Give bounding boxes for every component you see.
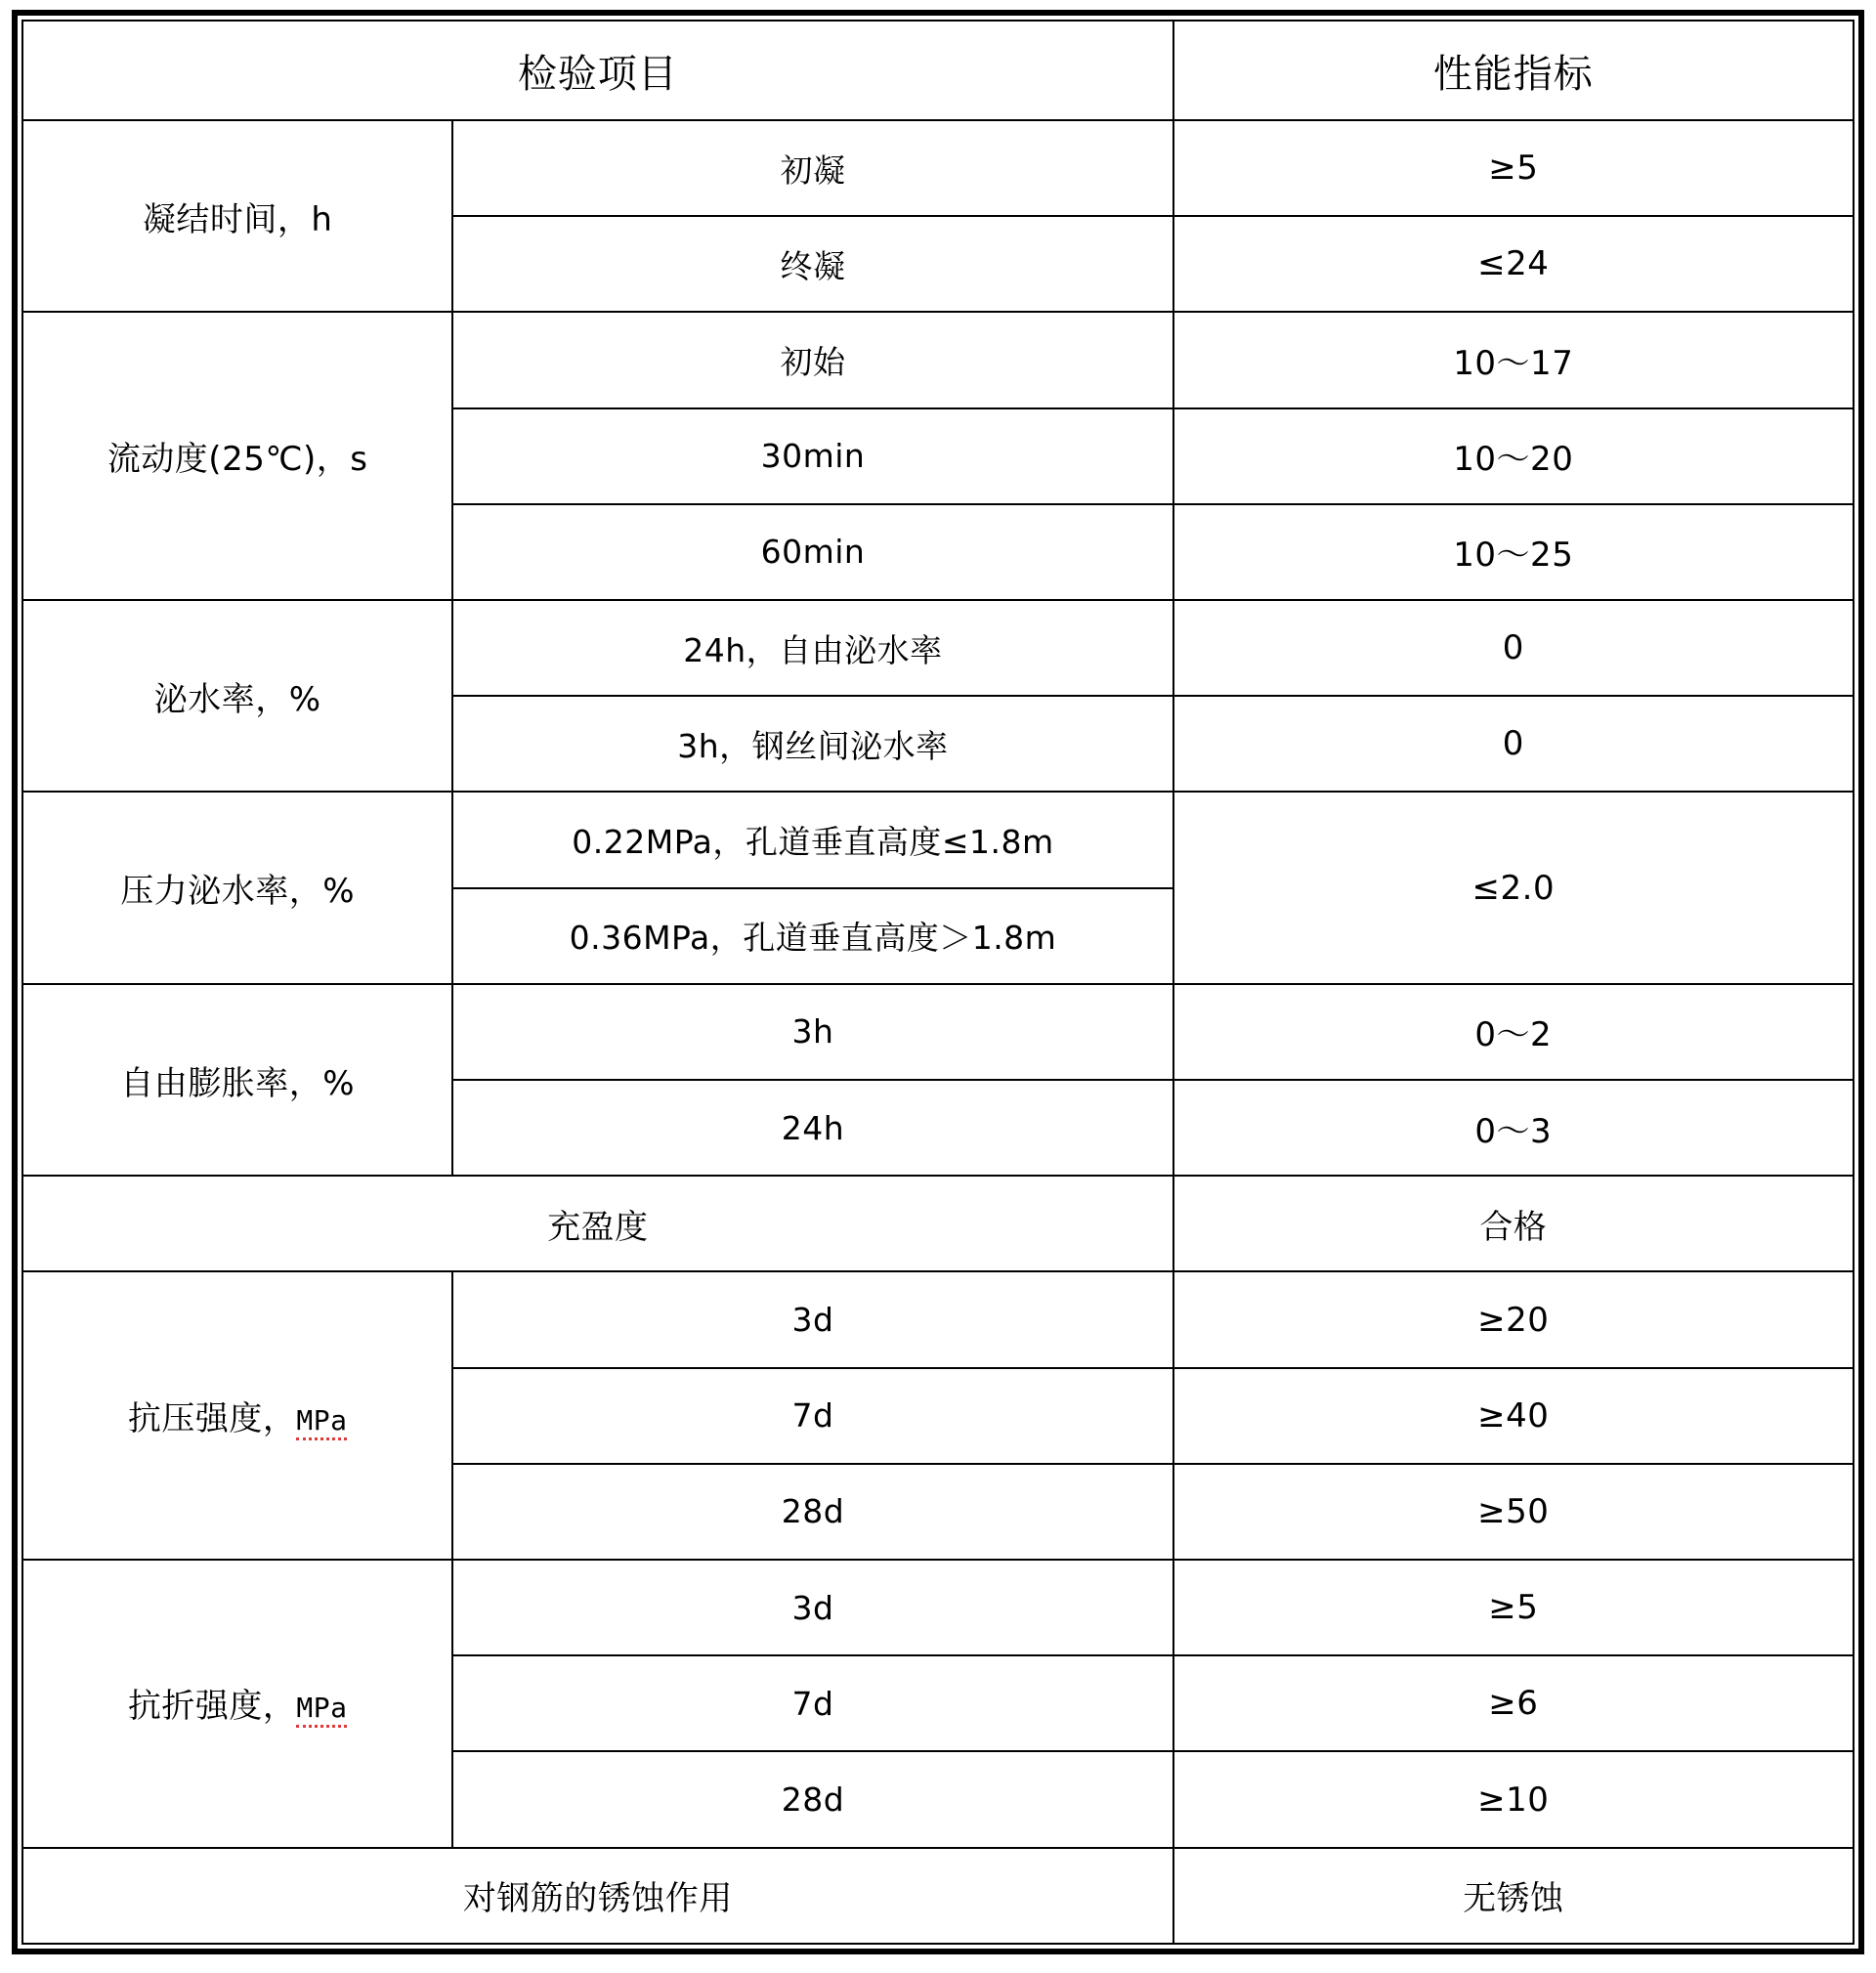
sub-expansion-24h: 24h (452, 1080, 1172, 1176)
sub-initial-set: 初凝 (452, 120, 1172, 216)
compressive-strength-unit: MPa (296, 1404, 347, 1440)
table-header-row (22, 21, 1854, 120)
sub-pressure-036: 0.36MPa，孔道垂直高度＞1.8m (452, 888, 1172, 984)
table-row (22, 1271, 1854, 1367)
category-filling-degree: 充盈度 (22, 1176, 1173, 1271)
table-row (22, 1560, 1854, 1655)
category-fluidity: 流动度(25℃)，s (22, 312, 452, 600)
category-setting-time: 凝结时间，h (22, 120, 452, 312)
sub-flexural-3d: 3d (452, 1560, 1172, 1655)
sub-fluidity-30min: 30min (452, 408, 1172, 504)
value-fluidity-60min: 10～25 (1173, 504, 1854, 600)
value-flexural-28d: ≥10 (1173, 1751, 1854, 1847)
table-row (22, 1848, 1854, 1944)
sub-free-bleeding-24h: 24h，自由泌水率 (452, 600, 1172, 696)
sub-expansion-3h: 3h (452, 984, 1172, 1080)
sub-fluidity-60min: 60min (452, 504, 1172, 600)
sub-compressive-7d: 7d (452, 1368, 1172, 1464)
sub-final-set: 终凝 (452, 216, 1172, 312)
category-rebar-corrosion: 对钢筋的锈蚀作用 (22, 1848, 1173, 1944)
value-fluidity-initial: 10～17 (1173, 312, 1854, 407)
table-row (22, 984, 1854, 1080)
value-free-bleeding-24h: 0 (1173, 600, 1854, 696)
sub-compressive-28d: 28d (452, 1464, 1172, 1560)
value-rebar-corrosion: 无锈蚀 (1173, 1848, 1854, 1944)
header-performance-index: 性能指标 (1173, 21, 1854, 120)
table-outer-frame (12, 10, 1864, 1954)
value-expansion-3h: 0～2 (1173, 984, 1854, 1080)
category-bleeding-rate: 泌水率，% (22, 600, 452, 792)
sub-flexural-7d: 7d (452, 1655, 1172, 1751)
sub-compressive-3d: 3d (452, 1271, 1172, 1367)
flexural-strength-unit: MPa (296, 1692, 347, 1728)
value-pressure-bleeding: ≤2.0 (1173, 792, 1854, 983)
category-free-expansion: 自由膨胀率，% (22, 984, 452, 1176)
value-wire-bleeding-3h: 0 (1173, 696, 1854, 792)
value-compressive-7d: ≥40 (1173, 1368, 1854, 1464)
table-row (22, 792, 1854, 887)
performance-spec-table (21, 20, 1855, 1945)
category-pressure-bleeding: 压力泌水率，% (22, 792, 452, 983)
category-compressive-strength (22, 1271, 452, 1560)
flexural-strength-label: 抗折强度， (127, 1687, 297, 1727)
compressive-strength-label: 抗压强度， (127, 1398, 297, 1438)
value-filling-degree: 合格 (1173, 1176, 1854, 1271)
sub-fluidity-initial: 初始 (452, 312, 1172, 407)
table-row (22, 600, 1854, 696)
header-test-item: 检验项目 (22, 21, 1173, 120)
value-flexural-3d: ≥5 (1173, 1560, 1854, 1655)
value-fluidity-30min: 10～20 (1173, 408, 1854, 504)
value-initial-set: ≥5 (1173, 120, 1854, 216)
sub-wire-bleeding-3h: 3h，钢丝间泌水率 (452, 696, 1172, 792)
value-expansion-24h: 0～3 (1173, 1080, 1854, 1176)
value-flexural-7d: ≥6 (1173, 1655, 1854, 1751)
category-flexural-strength (22, 1560, 452, 1848)
sub-pressure-022: 0.22MPa，孔道垂直高度≤1.8m (452, 792, 1172, 887)
value-compressive-28d: ≥50 (1173, 1464, 1854, 1560)
value-compressive-3d: ≥20 (1173, 1271, 1854, 1367)
table-row (22, 312, 1854, 407)
sub-flexural-28d: 28d (452, 1751, 1172, 1847)
table-row (22, 1176, 1854, 1271)
table-row (22, 120, 1854, 216)
value-final-set: ≤24 (1173, 216, 1854, 312)
